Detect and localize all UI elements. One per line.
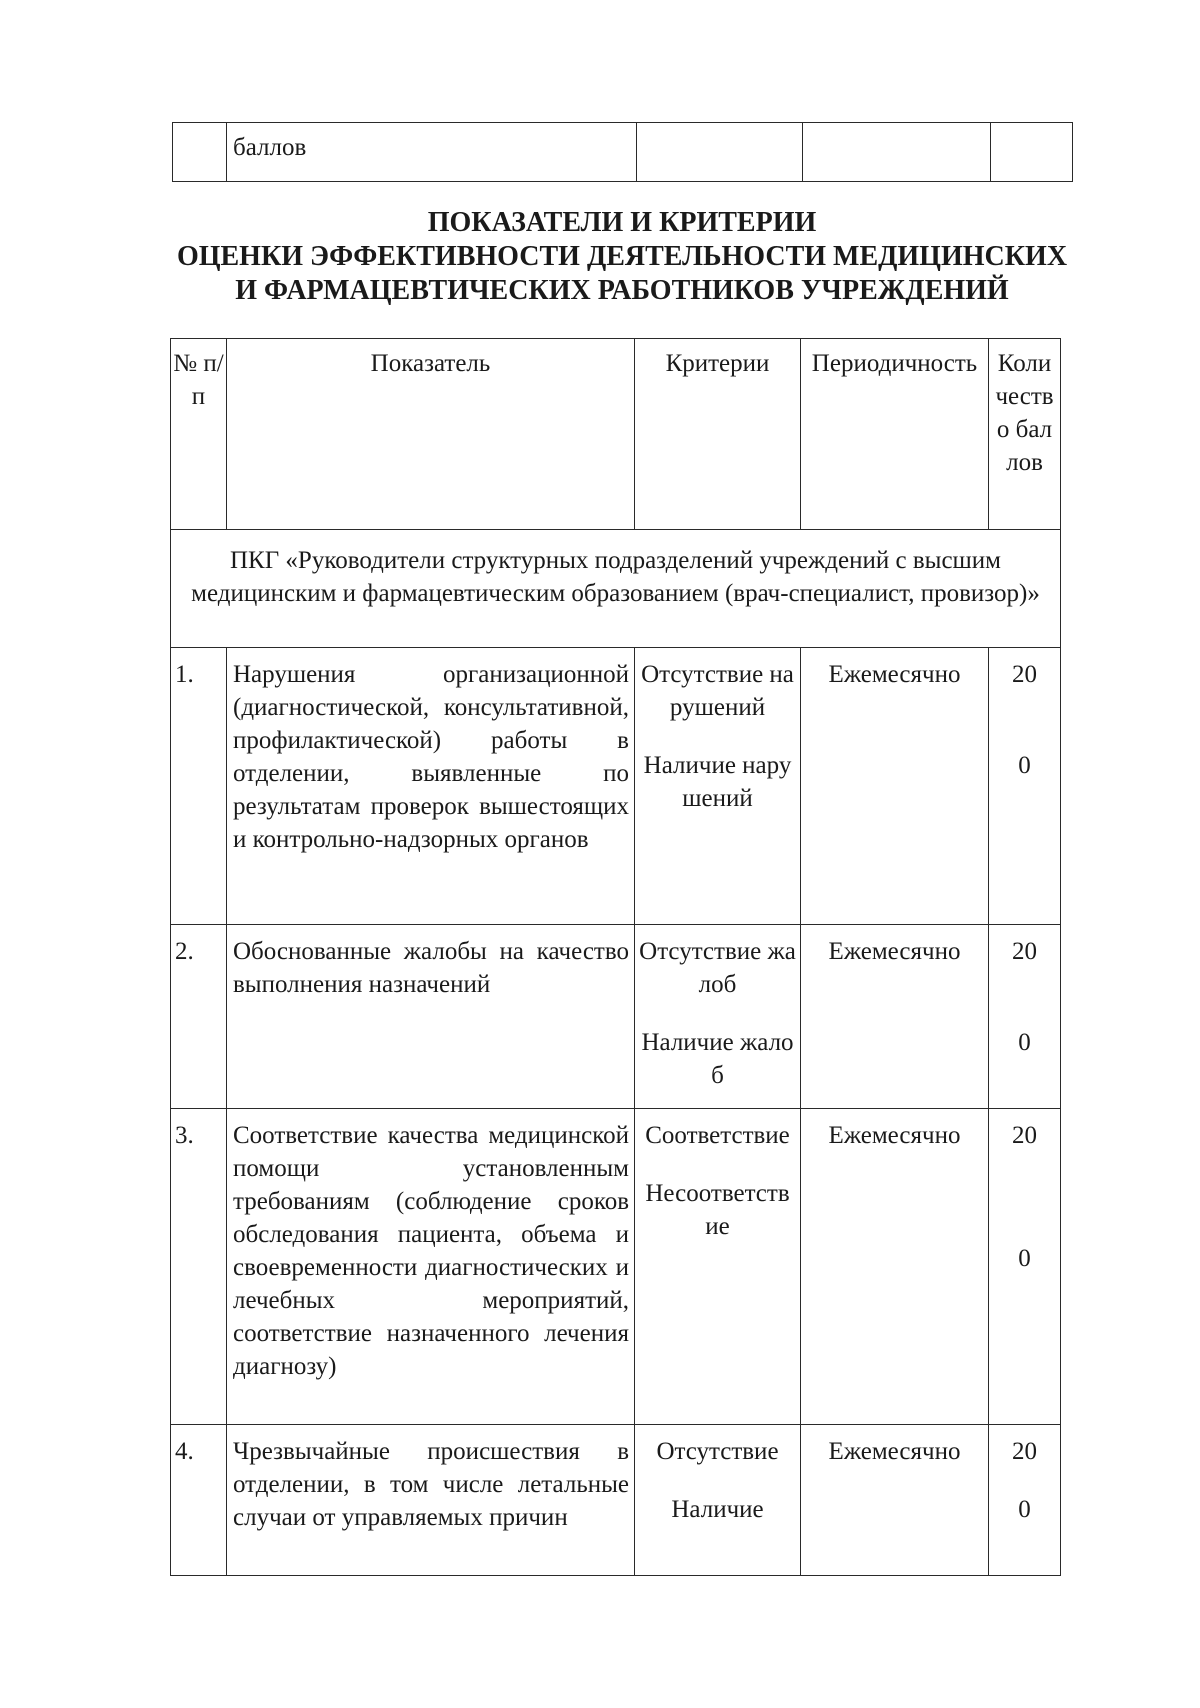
points-low: 0 [1018,1029,1031,1056]
points-high: 20 [1012,661,1037,688]
row-indicator: Нарушения организационной (диагностической, консультативной, профилактической) работы в отделении, выявленные по результатам проверок вышестоящих и контрольно-надзорных органов [227,648,635,925]
row-points [989,1425,1061,1576]
header-points: Количество баллов [989,339,1061,530]
row-periodicity: Ежемесячно [801,925,989,1109]
header-criteria: Критерии [635,339,801,530]
previous-table-fragment [172,122,1073,182]
table-row [173,123,1073,182]
row-points [989,648,1061,925]
table-row [171,1425,1061,1576]
table-cell [991,123,1073,182]
table-row [171,1109,1061,1425]
group-title: ПКГ «Руководители структурных подразделений учреждений с высшим медицинским и фармацевтическим образованием (врач-специалист, провизор)» [171,530,1061,648]
points-high: 20 [1012,1438,1037,1465]
row-number: 4. [171,1425,227,1576]
row-periodicity: Ежемесячно [801,1109,989,1425]
table-row [171,648,1061,925]
table-cell [173,123,227,182]
header-indicator: Показатель [227,339,635,530]
table-cell [637,123,803,182]
criteria-present: Отсутствие [656,1438,779,1465]
row-criteria [635,925,801,1109]
points-low: 0 [1018,1245,1031,1272]
criteria-absent: Наличие нарушений [643,752,792,812]
criteria-absent: Несоответствие [645,1180,790,1240]
row-periodicity: Ежемесячно [801,1425,989,1576]
row-criteria [635,1109,801,1425]
table-cell [803,123,991,182]
row-periodicity: Ежемесячно [801,648,989,925]
points-low: 0 [1018,1496,1031,1523]
table-header-row [171,339,1061,530]
heading-line: ОЦЕНКИ ЭФФЕКТИВНОСТИ ДЕЯТЕЛЬНОСТИ МЕДИЦИНСКИХ [176,241,1068,272]
criteria-absent: Наличие жалоб [641,1029,794,1089]
table-row [171,925,1061,1109]
group-row [171,530,1061,648]
document-heading [172,206,1072,308]
row-criteria [635,1425,801,1576]
row-number: 3. [171,1109,227,1425]
criteria-present: Отсутствие нарушений [641,661,794,721]
criteria-present: Отсутствие жалоб [639,938,796,998]
header-number: № п/п [171,339,227,530]
row-indicator: Соответствие качества медицинской помощи установленным требованиям (соблюдение сроков обследования пациента, объема и своевременности диагностических и лечебных мероприятий, соответствие назначенного лечения диагнозу) [227,1109,635,1425]
points-high: 20 [1012,1122,1037,1149]
row-indicator: Обоснованные жалобы на качество выполнения назначений [227,925,635,1109]
points-low: 0 [1018,752,1031,779]
row-number: 1. [171,648,227,925]
row-criteria [635,648,801,925]
row-points [989,1109,1061,1425]
points-high: 20 [1012,938,1037,965]
table-cell-text: баллов [227,123,637,182]
header-periodicity: Периодичность [801,339,989,530]
row-number: 2. [171,925,227,1109]
heading-line: ПОКАЗАТЕЛИ И КРИТЕРИИ [427,207,817,238]
criteria-table [170,338,1061,1576]
heading-line: И ФАРМАЦЕВТИЧЕСКИХ РАБОТНИКОВ УЧРЕЖДЕНИЙ [235,275,1009,306]
row-points [989,925,1061,1109]
criteria-present: Соответствие [645,1122,790,1149]
row-indicator: Чрезвычайные происшествия в отделении, в том числе летальные случаи от управляемых причин [227,1425,635,1576]
criteria-absent: Наличие [671,1496,764,1523]
